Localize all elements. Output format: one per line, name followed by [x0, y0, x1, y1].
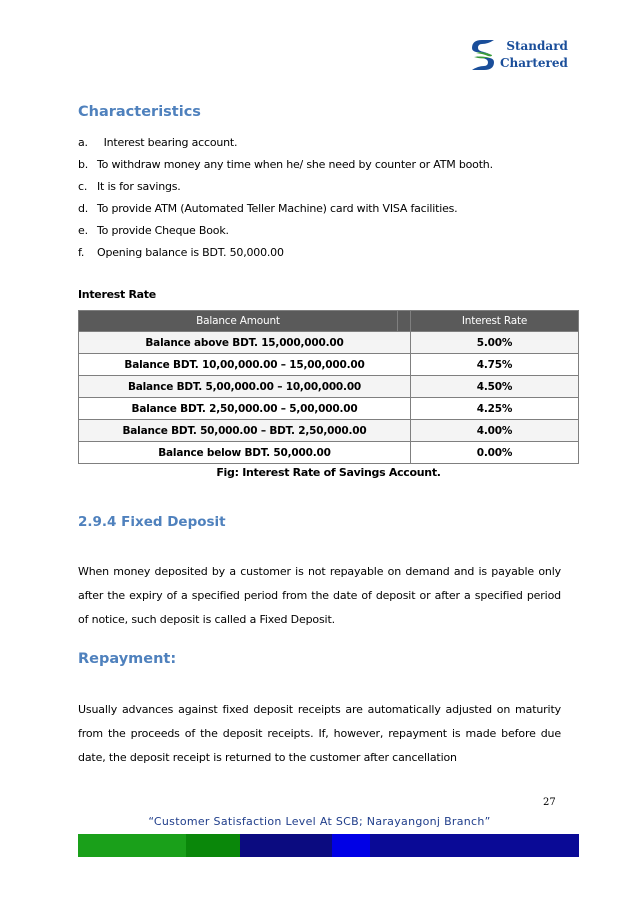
logo-line-standard: Standard: [506, 39, 568, 53]
band-segment: [332, 834, 370, 857]
repayment-heading: Repayment:: [78, 651, 177, 667]
list-text: To withdraw money any time when he/ she need by counter or ATM booth.: [97, 158, 493, 171]
list-text: It is for savings.: [97, 180, 181, 193]
list-item: [78, 198, 493, 220]
repayment-paragraph: Usually advances against fixed deposit receipts are automatically adjusted on maturity from the proceeds of the deposit receipts. If, however, repayment is made before due date, the deposit receipt is returned to the customer after cancellation: [78, 703, 561, 764]
rate-cell: 4.50%: [411, 376, 579, 398]
table-row: [79, 398, 579, 420]
rate-cell: 0.00%: [411, 442, 579, 464]
band-segment: [240, 834, 332, 857]
fixed-deposit-paragraph: When money deposited by a customer is not repayable on demand and is payable only after the expiry of a specified period from the date of deposit or after a specified period of notice, such deposit is called a Fixed Deposit.: [78, 565, 561, 626]
list-item: [78, 220, 493, 242]
list-text: To provide ATM (Automated Teller Machine) card with VISA facilities.: [97, 202, 458, 215]
logo-line-chartered: Chartered: [500, 56, 568, 70]
standard-chartered-logo-icon: [468, 38, 498, 72]
list-text: To provide Cheque Book.: [97, 224, 229, 237]
interest-rate-table: [78, 310, 579, 464]
band-segment: [78, 834, 186, 857]
list-item: [78, 242, 493, 264]
interest-rate-heading: Interest Rate: [78, 288, 156, 301]
table-row: [79, 376, 579, 398]
list-letter: a.: [78, 136, 88, 149]
rate-cell: 4.25%: [411, 398, 579, 420]
characteristics-heading: Characteristics: [78, 104, 201, 120]
balance-cell: Balance BDT. 5,00,000.00 – 10,00,000.00: [79, 376, 411, 398]
balance-cell: Balance BDT. 2,50,000.00 – 5,00,000.00: [79, 398, 411, 420]
list-text: Opening balance is BDT. 50,000.00: [97, 246, 284, 259]
rate-cell: 5.00%: [411, 332, 579, 354]
list-letter: b.: [78, 158, 89, 171]
list-letter: d.: [78, 202, 89, 215]
rate-cell: 4.00%: [411, 420, 579, 442]
column-header-rate: Interest Rate: [411, 311, 579, 332]
list-text: Interest bearing account.: [97, 136, 238, 149]
band-segment: [186, 834, 240, 857]
standard-chartered-logo: [466, 36, 566, 76]
table-row: [79, 420, 579, 442]
table-row: [79, 332, 579, 354]
table-row: [79, 354, 579, 376]
logo-wordmark: [500, 38, 568, 72]
list-item: [78, 154, 493, 176]
list-item: [78, 132, 493, 154]
balance-cell: Balance above BDT. 15,000,000.00: [79, 332, 411, 354]
list-letter: e.: [78, 224, 88, 237]
column-header-spacer: [398, 311, 411, 332]
characteristics-list: [78, 132, 493, 264]
footer-color-band: [78, 834, 579, 857]
list-letter: f.: [78, 246, 85, 259]
list-item: [78, 176, 493, 198]
table-caption: Fig: Interest Rate of Savings Account.: [216, 466, 441, 479]
balance-cell: Balance BDT. 10,00,000.00 – 15,00,000.00: [79, 354, 411, 376]
column-header-balance: Balance Amount: [79, 311, 398, 332]
page-number: 27: [543, 797, 556, 808]
rate-cell: 4.75%: [411, 354, 579, 376]
band-segment: [370, 834, 579, 857]
fixed-deposit-heading: 2.9.4 Fixed Deposit: [78, 514, 226, 530]
table-header-row: [79, 311, 579, 332]
table-row: [79, 442, 579, 464]
balance-cell: Balance below BDT. 50,000.00: [79, 442, 411, 464]
footer-quote: “Customer Satisfaction Level At SCB; Narayangonj Branch”: [148, 815, 491, 828]
list-letter: c.: [78, 180, 88, 193]
balance-cell: Balance BDT. 50,000.00 – BDT. 2,50,000.00: [79, 420, 411, 442]
